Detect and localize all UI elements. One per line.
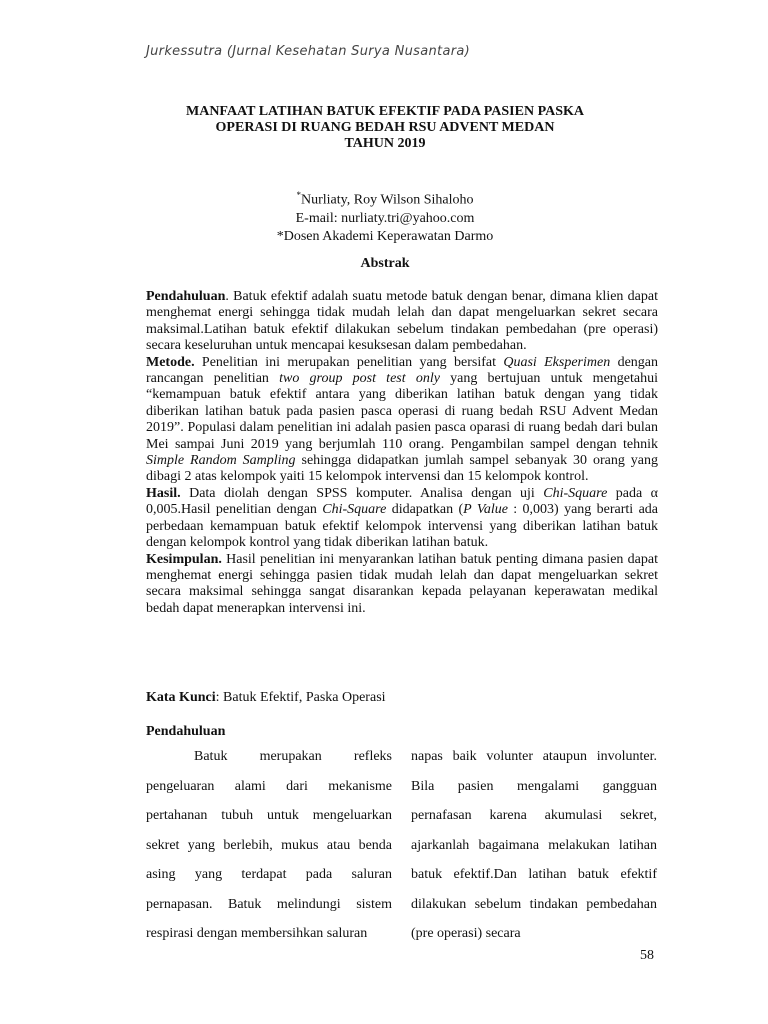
- journal-header: Jurkessutra (Jurnal Kesehatan Surya Nusantara): [146, 44, 470, 59]
- body-column-left: [146, 742, 392, 949]
- abstract-text: didapatkan (: [386, 502, 464, 518]
- abstract-italic: Quasi Eksperimen: [503, 354, 611, 370]
- abstract-pendahuluan: [146, 289, 658, 355]
- abstract-italic: Simple Random Sampling: [146, 453, 296, 469]
- author-names: [130, 186, 640, 210]
- abstract-heading: Abstrak: [360, 256, 410, 271]
- abstract-italic: Chi-Square: [322, 502, 387, 518]
- abstract-metode: [146, 355, 658, 486]
- keywords: [146, 690, 386, 706]
- abstract-kesimpulan: [146, 552, 658, 618]
- title-line: TAHUN 2019: [344, 136, 426, 151]
- keywords-text: : Batuk Efektif, Paska Operasi: [215, 690, 386, 705]
- abstract-text: pada α 0,005.Hasil penelitian dengan: [146, 485, 658, 518]
- abstract-italic: two group post test only: [279, 371, 440, 387]
- title-line: OPERASI DI RUANG BEDAH RSU ADVENT MEDAN: [215, 120, 555, 135]
- author-email: E-mail: nurliaty.tri@yahoo.com: [295, 210, 475, 226]
- abstract-label: Hasil.: [146, 485, 181, 501]
- author-affiliation: *Dosen Akademi Keperawatan Darmo: [276, 228, 494, 244]
- abstract-text: . Batuk efektif adalah suatu metode batuk dengan benar, dimana klien dapat menghemat energi sehingga tidak mudah lelah dan dapat mengeluarkan sekret secara maksimal.Latihan batuk efektif dilakukan sebelum tindakan pembedahan (pre operasi) secara keseluruhan untuk mencapai kesuksesan dalam pembedahan.: [146, 289, 658, 354]
- body-paragraph: Batuk merupakan refleks pengeluaran alami dari mekanisme pertahanan tubuh untuk mengeluarkan sekret yang berlebih, mukus atau benda asing yang terdapat pada saluran pernapasan. Batuk melindungi sistem respirasi dengan membersihkan saluran: [146, 749, 392, 941]
- body-column-right: [411, 742, 657, 949]
- abstract-text: sehingga didapatkan jumlah sampel sebanyak 30 orang yang dibagi 2 atas kelompok yaiti 15 kelompok intervensi dan 15 kelompok kontrol.: [146, 453, 659, 485]
- section-heading: Pendahuluan: [146, 724, 226, 739]
- abstract-text: Data diolah dengan SPSS komputer. Analisa dengan uji: [180, 485, 544, 501]
- author-marker: *: [296, 190, 301, 200]
- page-number: 58: [640, 948, 654, 963]
- abstract-body: [146, 289, 658, 617]
- abstract-label: Pendahuluan: [146, 289, 226, 304]
- abstract-text: Hasil penelitian ini menyarankan latihan batuk penting dimana pasien dapat menghemat energi sehingga pasien tidak mudah lelah dan dapat mengeluarkan sekret secara maksimal sehingga sangat disarankan kepada pelayanan keperawatan medikal bedah dapat menerapkan intervensi ini.: [146, 551, 658, 616]
- body-paragraph: napas baik volunter ataupun involunter. Bila pasien mengalami gangguan pernafasan karena akumulasi sekret, ajarkanlah bagaimana melakukan latihan batuk efektif.Dan latihan batuk efektif dilakukan sebelum tindakan pembedahan (pre operasi) secara: [411, 749, 657, 941]
- abstract-text: yang bertujuan untuk mengetahui “kemampuan batuk efektif antara yang diberikan latihan batuk dengan yang tidak diberikan latihan batuk pada pasien pasca operasi di ruang bedah RSU Advent Medan 2019”. Populasi dalam penelitian ini adalah pasien pasca oparasi di ruang bedah dari bulan Mei sampai Juni 2019 yang berjumlah 110 orang. Pengambilan sampel dengan tehnik: [146, 371, 658, 452]
- abstract-hasil: [146, 486, 658, 552]
- abstract-italic: Chi-Square: [543, 485, 608, 501]
- keywords-label: Kata Kunci: [146, 690, 216, 705]
- author-block: [130, 186, 640, 246]
- paper-title: [130, 104, 640, 152]
- abstract-italic: P Value: [463, 502, 508, 518]
- abstract-text: Penelitian ini merupakan penelitian yang bersifat: [194, 354, 504, 370]
- abstract-text: : 0,003) yang berarti ada perbedaan kemampuan batuk efektif kelompok intervensi yang diberikan latihan batuk dengan kelompok kontrol yang tidak diberikan latihan batuk.: [146, 502, 658, 551]
- abstract-label: Metode.: [146, 354, 195, 370]
- abstract-label: Kesimpulan.: [146, 551, 222, 567]
- title-line: MANFAAT LATIHAN BATUK EFEKTIF PADA PASIEN PASKA: [186, 104, 584, 119]
- author-list: Nurliaty, Roy Wilson Sihaloho: [301, 192, 474, 208]
- abstract-text: dengan rancangan penelitian: [146, 354, 659, 387]
